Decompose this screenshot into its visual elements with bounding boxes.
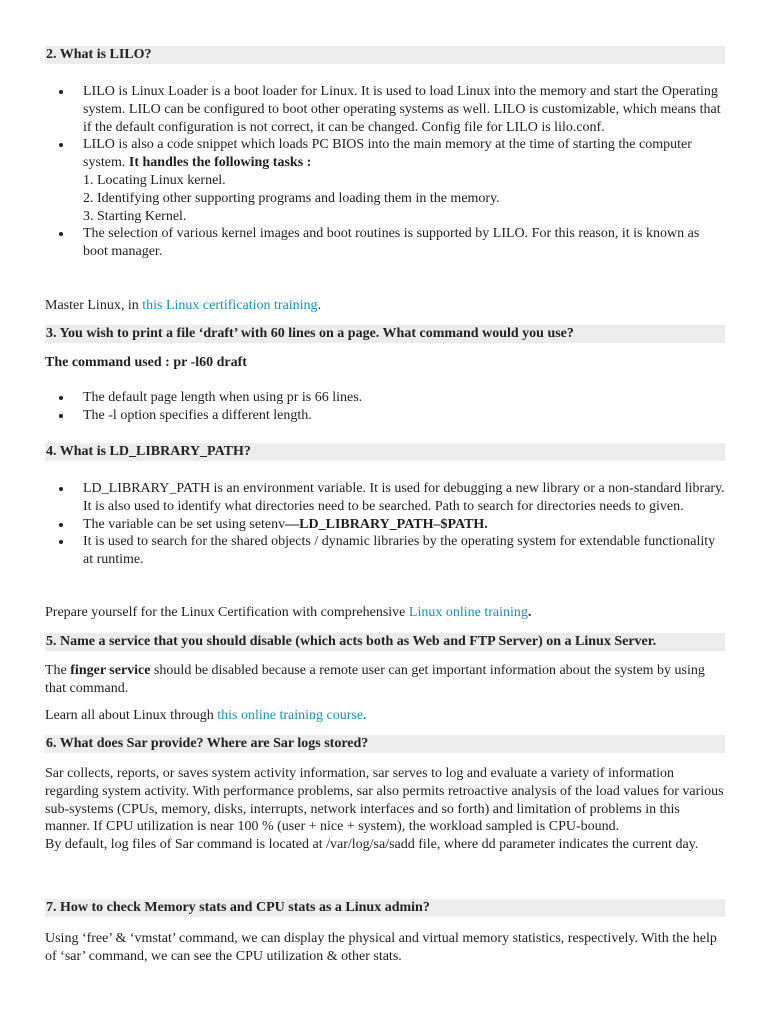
question-2-bullets <box>45 83 725 261</box>
question-2-heading: 2. What is LILO? <box>45 46 725 64</box>
linux-certification-link[interactable]: this Linux certification training <box>142 298 318 313</box>
list-item: LILO is Linux Loader is a boot loader for Linux. It is used to load Linux into the memory and start the Operating system. LILO can be configured to boot other operating systems as well. LILO is customizable, which means that if the default configuration is not correct, it can be changed. Config file for LILO is lilo.conf. <box>45 83 725 136</box>
sar-description: Sar collects, reports, or saves system activity information, sar serves to log and evaluate a variety of information regarding system activity. With performance problems, sar also permits retroactive analysis of the load values for various sub-systems (CPUs, memory, disks, interrupts, network interfaces and so forth) and limitation of problems in this manner. If CPU utilization is near 100 % (user + nice + system), the workload sampled is CPU-bound. <box>45 766 724 835</box>
promo-line-3: Learn all about Linux through this online training course. <box>45 708 367 723</box>
list-item: The default page length when using pr is 66 lines. <box>45 389 725 407</box>
list-item: It is used to search for the shared objects / dynamic libraries by the operating system for extendable functionality at runtime. <box>45 533 725 569</box>
sar-log-location: By default, log files of Sar command is located at /var/log/sa/sadd file, where dd parameter indicates the current day. <box>45 837 699 853</box>
question-7-answer: Using ‘free’ & ‘vmstat’ command, we can display the physical and virtual memory statistics, respectively. With the help of ‘sar’ command, we can see the CPU utilization & other stats. <box>45 931 717 964</box>
question-4-heading: 4. What is LD_LIBRARY_PATH? <box>45 443 725 461</box>
question-5-heading: 5. Name a service that you should disable (which acts both as Web and FTP Server) on a Linux Server. <box>45 633 725 651</box>
list-item: The -l option specifies a different length. <box>45 407 725 425</box>
promo-line-1: Master Linux, in this Linux certification training. <box>45 298 322 313</box>
question-6-answer <box>45 765 725 854</box>
list-item: The selection of various kernel images and boot routines is supported by LILO. For this reason, it is known as boot manager. <box>45 225 725 261</box>
list-item: LD_LIBRARY_PATH is an environment variable. It is used for debugging a new library or a non-standard library. It is also used to identify what directories need to be searched. Path to search for directories needs to given. <box>45 480 725 516</box>
list-item: The variable can be set using setenv—LD_LIBRARY_PATH–$PATH. <box>45 516 725 534</box>
command-used: The command used : pr -l60 draft <box>45 355 247 370</box>
question-3-bullets <box>45 389 725 425</box>
list-item: LILO is also a code snippet which loads PC BIOS into the main memory at the time of starting the computer system. It handles the following tasks : 1. Locating Linux kernel. 2. Identifying other supporting programs and loading them in the memory. 3. Starting Kernel. <box>45 136 725 225</box>
question-4-bullets <box>45 480 725 569</box>
question-5-answer: The finger service should be disabled because a remote user can get important information about the system by using that command. <box>45 663 705 696</box>
promo-line-2: Prepare yourself for the Linux Certification with comprehensive Linux online training. <box>45 605 532 620</box>
online-training-course-link[interactable]: this online training course <box>217 708 364 723</box>
question-6-heading: 6. What does Sar provide? Where are Sar logs stored? <box>45 735 725 753</box>
question-3-heading: 3. You wish to print a file ‘draft’ with 60 lines on a page. What command would you use? <box>45 325 725 343</box>
question-7-heading: 7. How to check Memory stats and CPU stats as a Linux admin? <box>45 899 725 917</box>
linux-online-training-link[interactable]: Linux online training <box>408 605 528 620</box>
